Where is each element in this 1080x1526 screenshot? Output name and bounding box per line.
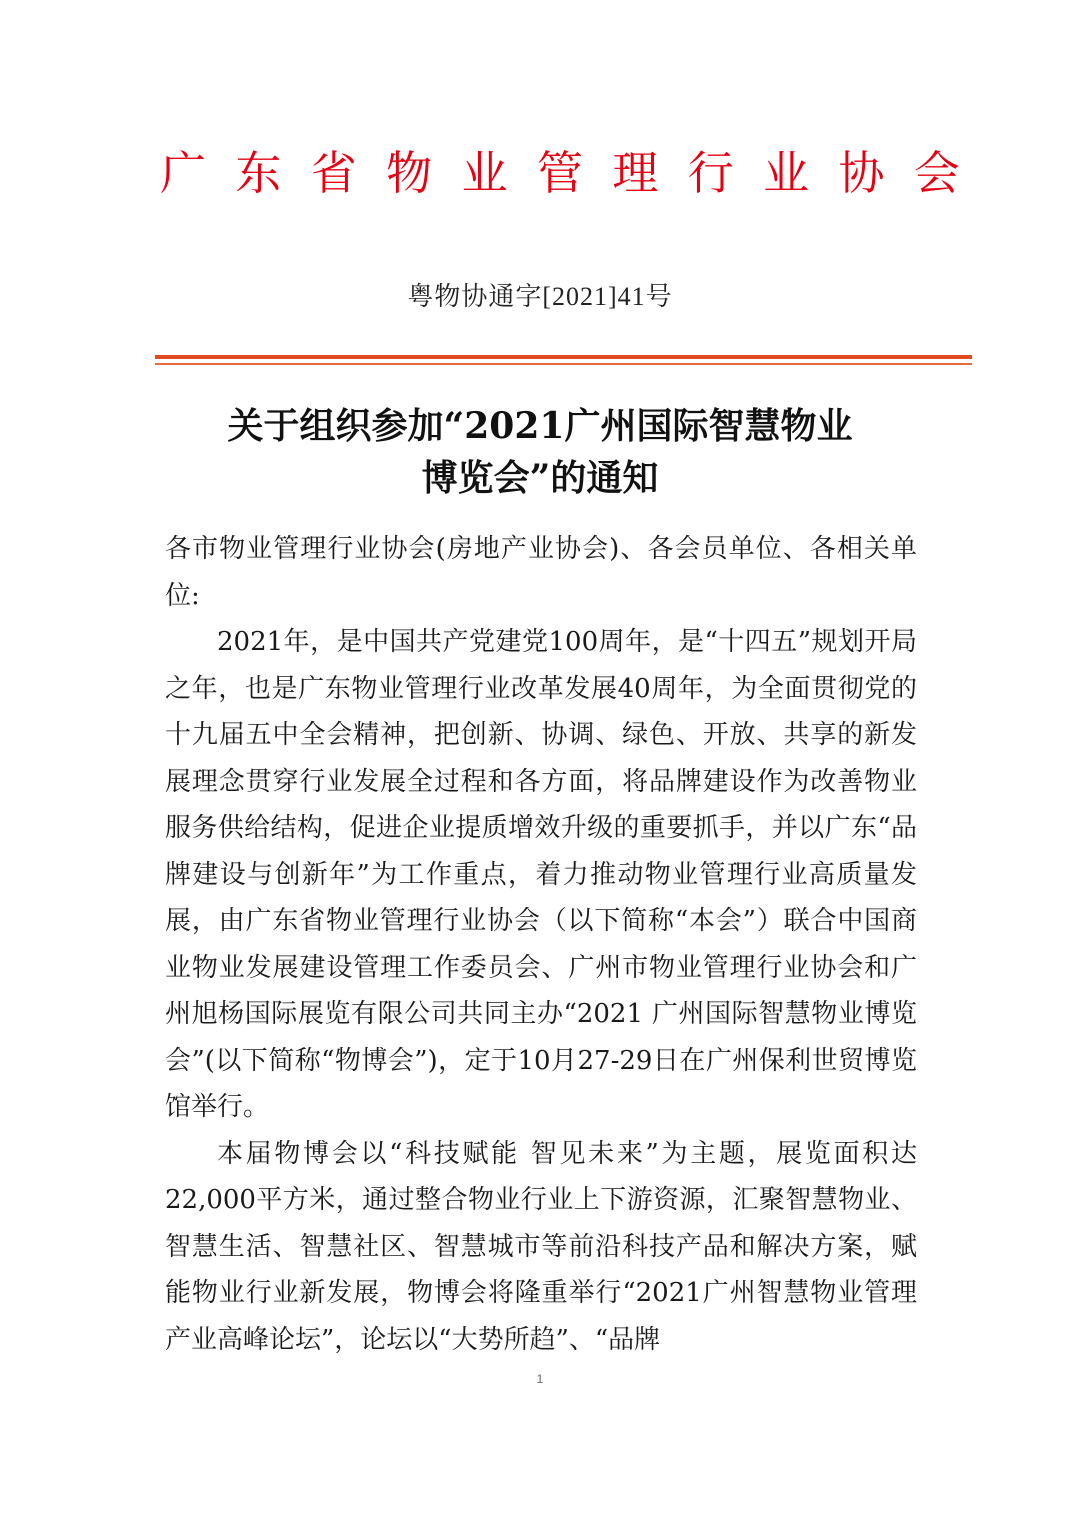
paragraph-1: 2021年，是中国共产党建党100周年，是“十四五”规划开局之年，也是广东物业管理行业改革发展40周年，为全面贯彻党的十九届五中全会精神，把创新、协调、绿色、开放、共享的新发展理念贯穿行业发展全过程和各方面，将品牌建设作为改善物业服务供给结构，促进企业提质增效升级的重要抓手，并以广东“品牌建设与创新年”为工作重点，着力推动物业管理行业高质量发展，由广东省物业管理行业协会（以下简称“本会”）联合中国商业物业发展建设管理工作委员会、广州市物业管理行业协会和广州旭杨国际展览有限公司共同主办“2021 广州国际智慧物业博览会”(以下简称“物博会”)，定于10月27-29日在广州保利世贸博览馆举行。 [165,627,917,1122]
org-char: 东 [235,146,282,200]
notice-title [150,400,930,504]
org-char: 业 [461,146,508,200]
org-char: 会 [913,146,960,200]
header-divider-thick [155,355,972,359]
title-line-2: 博览会”的通知 [421,457,659,499]
organization-name-header [160,138,960,208]
page-number: 1 [536,1372,544,1386]
header-divider-thin [155,363,972,365]
org-char: 理 [612,146,659,200]
org-char: 管 [536,146,583,200]
org-char: 行 [687,146,734,200]
title-line-1: 关于组织参加“2021广州国际智慧物业 [227,405,853,447]
salutation: 各市物业管理行业协会(房地产业协会)、各会员单位、各相关单位: [165,534,917,611]
org-char: 业 [763,146,810,200]
org-char: 广 [160,146,206,200]
org-char: 物 [386,146,433,200]
org-char: 协 [838,146,885,200]
paragraph-2: 本届物博会以“科技赋能 智见未来”为主题，展览面积达22,000平方米，通过整合物业行业上下游资源，汇聚智慧物业、智慧生活、智慧社区、智慧城市等前沿科技产品和解决方案，赋能物业行业新发展，物博会将隆重举行“2021广州智慧物业管理产业高峰论坛”，论坛以“大势所趋”、“品牌 [165,1138,917,1355]
document-number: 粤物协通字[2021]41号 [407,282,673,311]
notice-body [165,526,917,1363]
org-char: 省 [310,146,357,200]
